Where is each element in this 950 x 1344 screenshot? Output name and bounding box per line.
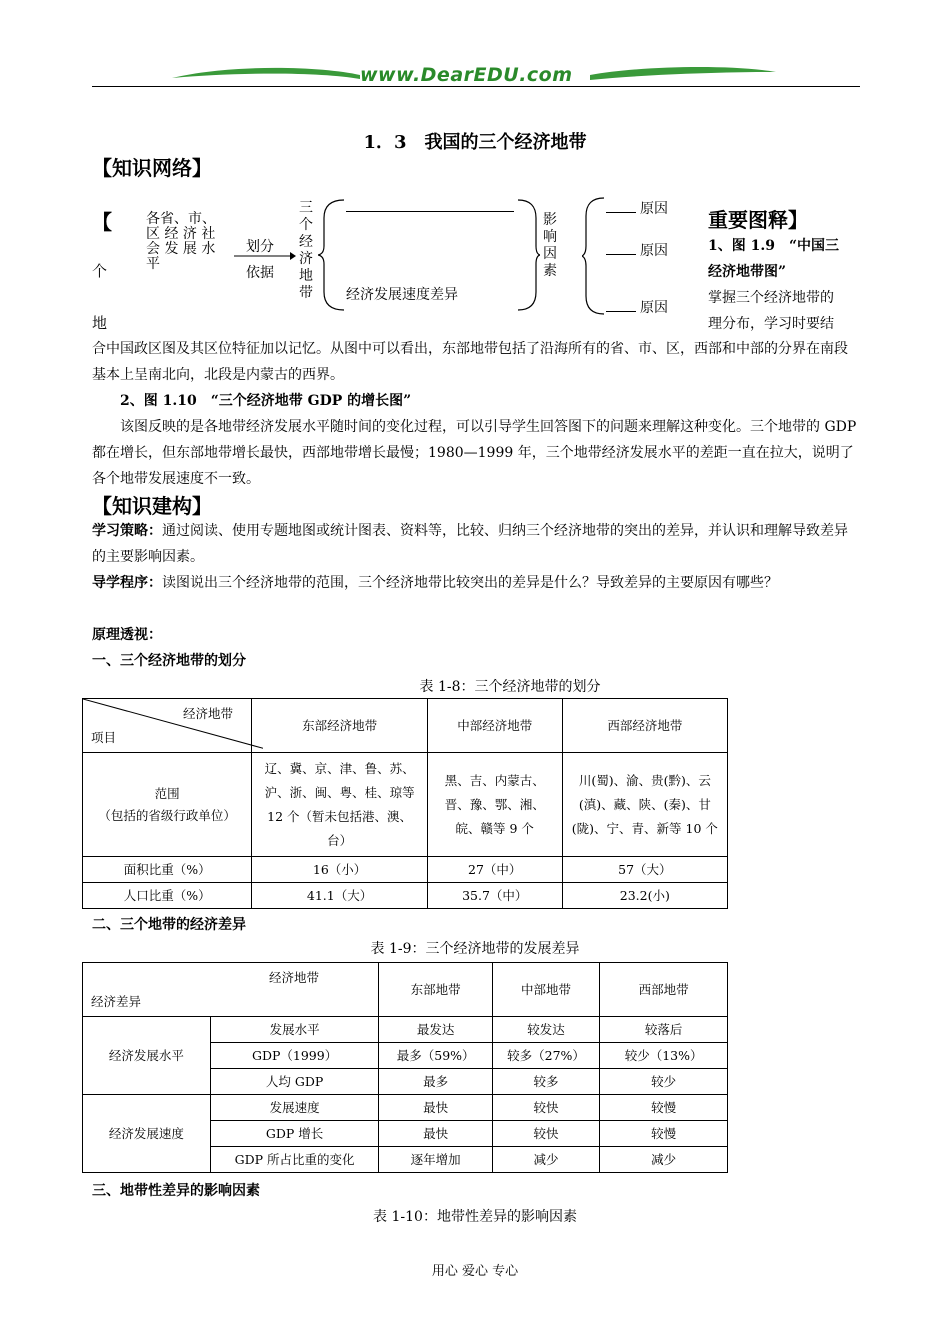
diagram-basis-text: 各省、市、 区 经 济 社 会 发 展 水 平 [146,211,216,272]
table2-header-west: 西部地带 [600,963,728,1017]
table1-pop-central: 35.7（中） [427,883,562,909]
fig1-heading-cont: 经济地带图” [708,264,787,280]
table-economic-difference [82,962,728,1173]
diagram-brace-3 [582,196,606,316]
fig2-text: 该图反映的是各地带经济发展水平随时间的变化过程，可以引导学生回答图下的问题来理解这种变化。三个地带的 GDP 都在增长，但东部地带增长最快，西部地带增长最慢；1980—1999 年，三个地带经济发展水平的差距一直在拉大，说明了各个地带发展速度不一致。 [92,419,857,487]
fig1-heading: 1、图 1.9 “中国三 [708,238,840,254]
table2-row-label: 发展水平 [210,1017,379,1043]
part3-heading: 三、地带性差异的影响因素 [92,1183,260,1199]
procedure-text: 读图说出三个经济地带的范围，三个经济地带比较突出的差异是什么？导致差异的主要原因有哪些？ [162,575,778,591]
table1-caption: 表 1-8：三个经济地带的划分 [419,679,601,695]
table1-header-west: 西部经济地带 [562,699,727,753]
table2-row-label: GDP 增长 [210,1121,379,1147]
diagram-blank-line [346,211,514,212]
table2-caption: 表 1-9：三个经济地带的发展差异 [370,941,580,957]
table2-cell: 较快 [492,1095,599,1121]
page-title: 1．3 我国的三个经济地带 [363,132,587,153]
diagram-three-belts: 三个经济地带 [299,200,313,301]
part1-heading: 一、三个经济地带的划分 [92,653,246,669]
table2-cell: 最快 [379,1095,492,1121]
table2-row-label: GDP（1999） [210,1043,379,1069]
table2-group-level: 经济发展水平 [83,1017,211,1095]
diagram-reason-3: 原因 [606,297,668,317]
table2-cell: 最快 [379,1121,492,1147]
diagram-arrow [234,251,296,261]
table1-header-east: 东部经济地带 [252,699,427,753]
fig1-line-1: 掌握三个经济地带的 [708,290,834,306]
table3-caption: 表 1-10：地带性差异的影响因素 [373,1209,577,1225]
table2-corner-cell [83,963,379,1017]
table2-cell: 较多（27%） [492,1043,599,1069]
diagram-brace-1 [318,198,348,312]
header-rule [92,86,860,87]
table1-range-label: 范围 （包括的省级行政单位） [83,753,252,857]
diagram-divide-label: 划分 [246,239,274,255]
table2-cell: 较发达 [492,1017,599,1043]
table-belt-division [82,698,728,909]
table1-area-west: 57（大） [562,857,727,883]
table2-cell: 较快 [492,1121,599,1147]
strategy-text: 通过阅读、使用专题地图或统计图表、资料等，比较、归纳三个经济地带的突出的差异，并认识和理解导致差异的主要影响因素。 [92,523,848,565]
table1-range-east: 辽、冀、京、津、鲁、苏、沪、浙、闽、粤、桂、琼等 12 个（暂未包括港、澳、台） [252,753,427,857]
table1-header-central: 中部经济地带 [427,699,562,753]
diagram-reason-2: 原因 [606,240,668,260]
table1-area-label: 面积比重（%） [83,857,252,883]
table2-cell: 逐年增加 [379,1147,492,1173]
table1-range-west: 川(蜀)、渝、贵(黔)、云(滇)、藏、陕、(秦)、甘(陇)、宁、青、新等 10 个 [562,753,727,857]
table1-corner-top: 经济地带 [183,706,234,721]
fig2-heading: 2、图 1.10 “三个经济地带 GDP 的增长图” [120,393,412,409]
table2-cell: 减少 [492,1147,599,1173]
table2-cell: 较慢 [600,1095,728,1121]
table1-area-central: 27（中） [427,857,562,883]
diagram-factors: 影响因素 [543,212,557,279]
section-knowledge-construct: 【知识建构】 [92,494,212,518]
table2-cell: 较少 [600,1069,728,1095]
diagram-char-ge: 个 [92,262,108,280]
part2-heading: 二、三个地带的经济差异 [92,917,246,933]
procedure-label: 导学程序： [92,575,162,591]
table2-cell: 较少（13%） [600,1043,728,1069]
fig1-text: 合中国政区图及其区位特征加以记忆。从图中可以看出，东部地带包括了沿海所有的省、市、区，西部和中部的分界在南段基本上呈南北向，北段是内蒙古的西界。 [92,341,848,383]
table2-row-label: 人均 GDP [210,1069,379,1095]
table2-group-speed: 经济发展速度 [83,1095,211,1173]
diagram-brace-2 [516,198,540,312]
table1-pop-label: 人口比重（%） [83,883,252,909]
table2-cell: 较多 [492,1069,599,1095]
diagram-speed-diff: 经济发展速度差异 [346,287,458,303]
page-footer: 用心 爱心 专心 [431,1264,519,1279]
table2-row-label: GDP 所占比重的变化 [210,1147,379,1173]
table1-pop-east: 41.1（大） [252,883,427,909]
section-key-figures: 重要图释】 [708,208,808,232]
table1-corner-bottom: 项目 [91,730,117,745]
header-logo[interactable]: www.DearEDU.com [360,64,573,86]
diagram-bracket: 【 [92,210,112,234]
table2-corner-bottom: 经济差异 [91,994,142,1009]
diagram-basis-label: 依据 [246,265,274,281]
strategy-paragraph [92,518,860,570]
table2-cell: 最发达 [379,1017,492,1043]
table2-cell: 较慢 [600,1121,728,1147]
table1-pop-west: 23.2(小) [562,883,727,909]
table2-cell: 最多（59%） [379,1043,492,1069]
strategy-label: 学习策略： [92,523,162,539]
table2-corner-top: 经济地带 [269,970,320,985]
diagram-reason-1: 原因 [606,198,668,218]
fig1-line-2: 理分布，学习时要结 [708,316,834,332]
principle-label: 原理透视： [92,627,162,643]
table2-header-east: 东部地带 [379,963,492,1017]
section-knowledge-network: 【知识网络】 [92,156,212,180]
table1-area-east: 16（小） [252,857,427,883]
table2-cell: 减少 [600,1147,728,1173]
table1-corner-cell [83,699,252,753]
table2-header-central: 中部地带 [492,963,599,1017]
procedure-paragraph [92,570,860,596]
table2-cell: 较落后 [600,1017,728,1043]
table1-range-central: 黑、吉、内蒙古、晋、豫、鄂、湘、皖、赣等 9 个 [427,753,562,857]
table2-cell: 最多 [379,1069,492,1095]
table2-row-label: 发展速度 [210,1095,379,1121]
diagram-char-di: 地 [92,314,108,332]
